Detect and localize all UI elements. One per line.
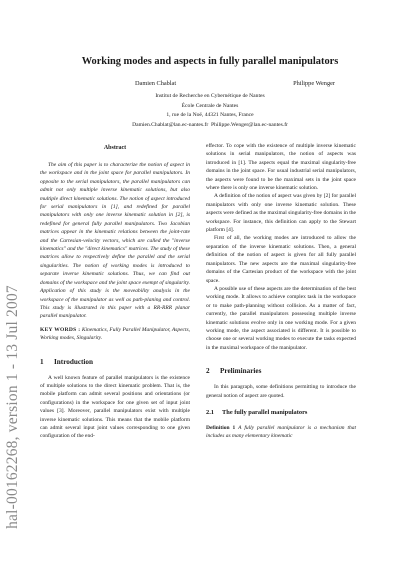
- paragraph: A definition of the notion of aspect was given by [2] for parallel manipulators with only one inverse kinematic solution. These aspects were defined as the maximal singularity-free domains in the workspace. For instance, this definition can apply to the Stewart platform [4].: [206, 193, 356, 234]
- archive-identifier: hal-00162268, version 1 - 13 Jul 2007: [4, 285, 21, 529]
- affiliation-address: 1, rue de la Noë, 44321 Nantes, France: [166, 112, 254, 119]
- abstract-text: The aim of this paper is to characterize the notion of aspect in the workspace and in the joint space for parallel manipulators. In opposite to the serial manipulators, the parallel manipulators can admit not only multiple inverse kinematic solutions, but also multiple direct kinematic solutions. The notion of aspect introduced for serial manipulators in [1], and redefined for parallel manipulators with only one inverse kinematic solution in [2], is redefined for general fully parallel manipulators. Two Jacobian matrices appear in the kinematic relations between the joint-rate and the Cartesian-velocity vectors, which are called the "inverse kinematics" and the "direct kinematics" matrices. The study of these matrices allow to respectively define the parallel and the serial singularities. The notion of working modes is introduced to separate inverse kinematic solutions. Thus, we can find out domains of the workspace and the joint space exempt of singularity. Application of this study is the moveability analysis in the workspace of the manipulator as well as path-planing and control. This study is illustrated in this paper with a RR-RRR planar parallel manipulator.: [40, 162, 190, 320]
- subsection-heading: [206, 409, 356, 416]
- section-number: 1: [40, 357, 44, 366]
- paragraph: A possible use of these aspects are the determination of the best working mode. It allows to achieve complex task in the workspace or to make path-planning without collision. As a matter of fact, currently, the parallel manipulators possessing multiple inverse kinematic solutions evolve only in one working mode. For a given working mode, the aspect associated is different. It is possible to choose one or several working modes to execute the tasks expected in the maximal workspace of the manipulator.: [206, 285, 356, 351]
- paragraph: effector. To cope with the existence of multiple inverse kinematic solutions in serial manipulators, the notion of aspects was introduced in [1]. The aspects equal the maximal singularity-free domains in the joint space. For usual industrial serial manipulators, the aspects were found to be the maximal sets in the joint space where there is only one inverse kinematic solution.: [206, 143, 356, 192]
- affiliation-institute: Institut de Recherche en Cybernétique de Nantes: [155, 93, 265, 99]
- affiliation-emails: Damien.Chablat@lan.ec-nantes.fr Philippe.Wenger@lan.ec-nantes.fr: [132, 121, 288, 128]
- author-name: Philippe Wenger: [293, 80, 335, 87]
- left-column: [40, 142, 190, 441]
- preliminaries-text: In this paragraph, some definitions permitting to introduce the general notion of aspect are quoted.: [206, 384, 356, 399]
- section-number: 2: [206, 367, 210, 376]
- definition-block: [206, 424, 356, 441]
- section-title: Preliminaries: [220, 367, 262, 376]
- section-heading: [40, 358, 190, 366]
- affiliation-school: École Centrale de Nantes: [181, 102, 239, 109]
- introduction-text: A well known feature of parallel manipulators is the existence of multiple solutions to the direct kinematic problem. That is, the mobile platform can admit several positions and orientations (or configurations) in the workspace for one given set of input joint values [3]. Moreover, parallel manipulators exist with multiple inverse kinematic solutions. This means that the mobile platform can admit several input joint values corresponding to one given configuration of the end-: [40, 374, 190, 440]
- keywords-label: KEY WORDS :: [40, 326, 81, 333]
- keywords: [40, 326, 190, 343]
- paper-title: Working modes and aspects in fully parallel manipulators: [81, 56, 339, 67]
- definition-text: A fully parallel manipulator is a mechanism that includes as many elementary kinematic: [206, 424, 357, 440]
- keywords-values: Kinematics, Fully Parallel Manipulator, Aspects, Working modes, Singularity.: [40, 326, 190, 342]
- section-title: Introduction: [54, 357, 94, 366]
- abstract-heading: Abstract: [103, 145, 127, 151]
- definition-label: Definition 1: [206, 424, 236, 431]
- section-heading: [206, 367, 356, 375]
- affiliation-block: [60, 92, 360, 130]
- subsection-number: 2.1: [206, 408, 214, 416]
- author-list: [135, 80, 335, 87]
- paragraph: First of all, the working modes are introduced to allow the separation of the inverse kinematic solutions. Then, a general definition of the notion of aspect is given for all fully parallel manipulators. The new aspects are the maximal singularity-free domains of the Cartesian product of the workspace with the joint space.: [206, 235, 356, 284]
- author-name: Damien Chablat: [135, 80, 177, 87]
- right-column: [206, 142, 356, 441]
- subsection-title: The fully parallel manipulators: [222, 408, 308, 416]
